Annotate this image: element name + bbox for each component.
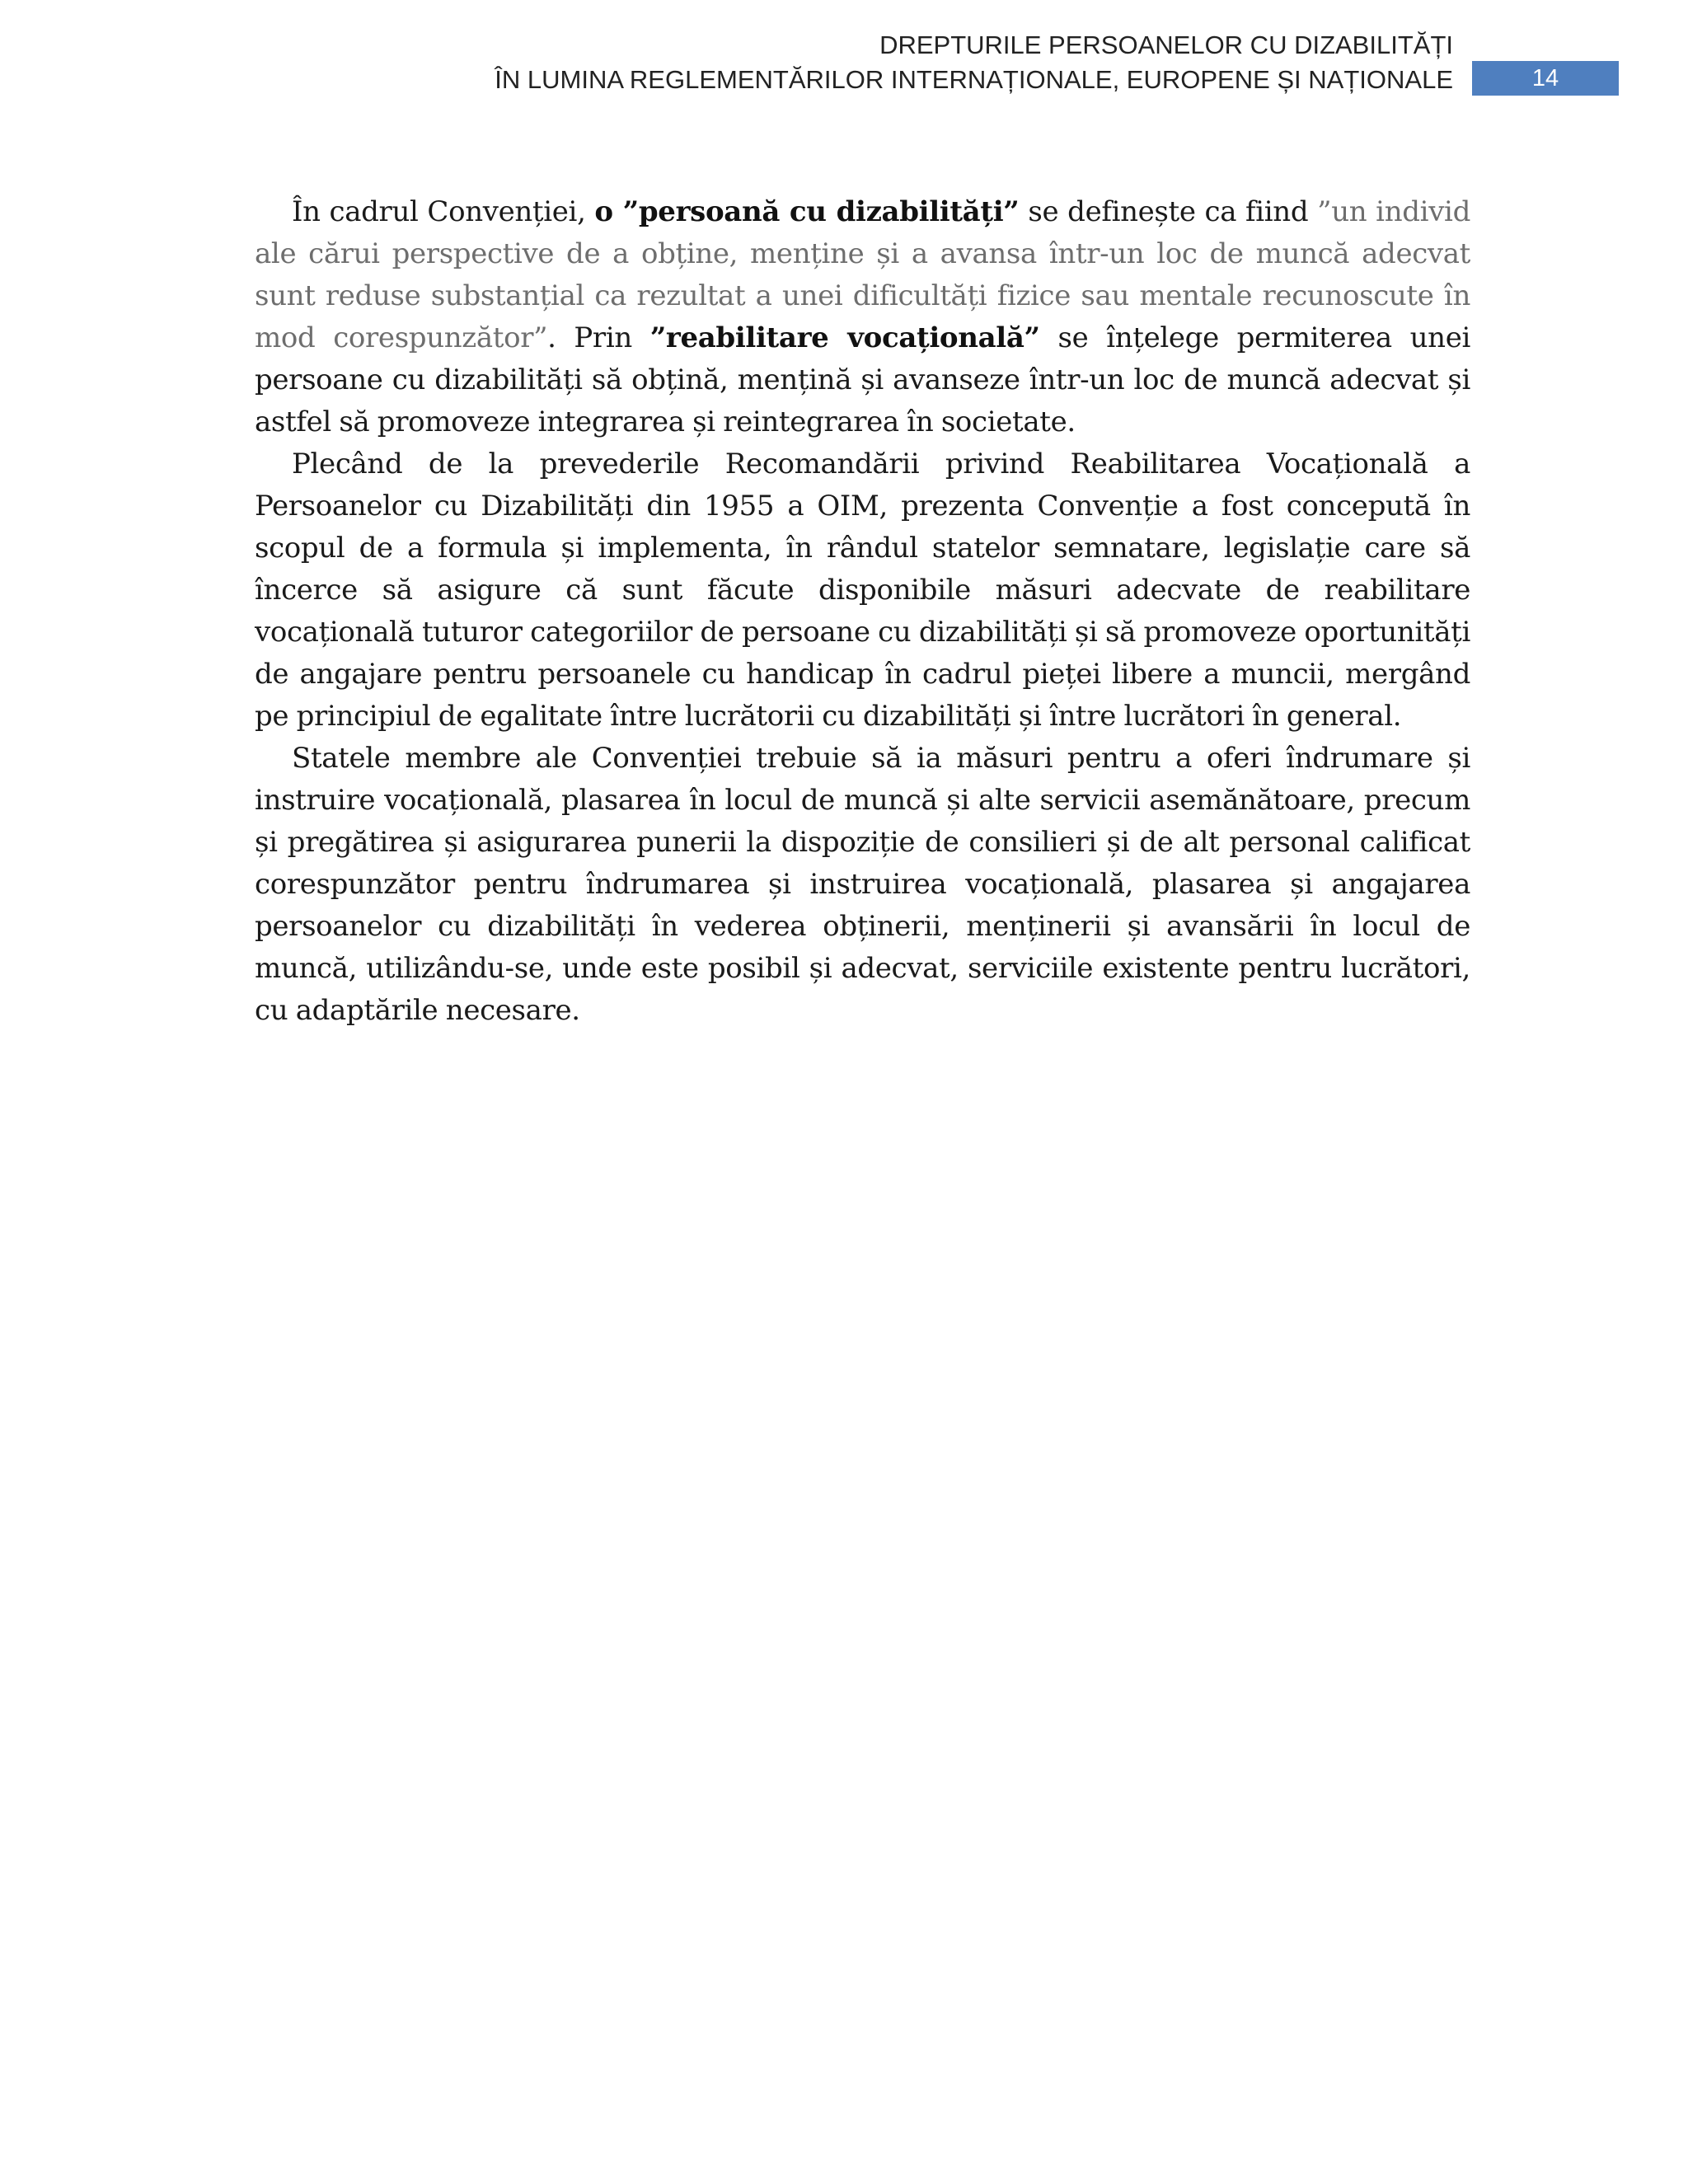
definition-quote: ”un individ ale cărui perspective de a obține, menține și a avansa într-un loc de muncă adecvat sunt reduse substanțial ca rezultat a unei dificultăți fizice sau mentale recunoscute în mod corespunzător”: [255, 195, 1470, 354]
p1-end: se înțelege permiterea unei persoane cu dizabilități să obțină, mențină și avanseze într-un loc de muncă adecvat și astfel să promoveze integrarea și reintegrarea în societate.: [255, 321, 1470, 438]
document-body: [255, 191, 1470, 1032]
p1-mid2: . Prin: [547, 321, 650, 354]
term-persoana-cu-dizabilitati: o ”persoană cu dizabilități”: [594, 195, 1020, 228]
p1-mid1: se definește ca fiind: [1019, 195, 1318, 228]
page-number-badge: 14: [1472, 61, 1619, 96]
document-title: [495, 28, 1453, 97]
page-header: [0, 28, 1688, 102]
paragraph-member-states: Statele membre ale Convenției trebuie să ia măsuri pentru a oferi îndrumare și instruire vocațională, plasarea în locul de muncă și alte servicii asemănătoare, precum și pregătirea și asigurarea punerii la dispoziție de consilieri și de alt personal calificat corespunzător pentru îndrumarea și instruirea vocațională, plasarea și angajarea persoanelor cu dizabilități în vederea obținerii, menținerii și avansării în locul de muncă, utilizându-se, unde este posibil și adecvat, serviciile existente pentru lucrători, cu adaptările necesare.: [255, 742, 1470, 1027]
document-title-line-1: DREPTURILE PERSOANELOR CU DIZABILITĂȚI: [879, 30, 1453, 59]
term-reabilitare-vocationala: ”reabilitare vocațională”: [649, 321, 1040, 354]
document-title-line-2: ÎN LUMINA REGLEMENTĂRILOR INTERNAȚIONALE, EUROPENE ȘI NAȚIONALE: [495, 65, 1453, 94]
paragraph-definitions: [255, 191, 1470, 443]
paragraph-recommendation: Plecând de la prevederile Recomandării privind Reabilitarea Vocațională a Persoanelor cu Dizabilități din 1955 a OIM, prezenta Convenție a fost concepută în scopul de a formula și implementa, în rândul statelor semnatare, legislație care să încerce să asigure că sunt făcute disponibile măsuri adecvate de reabilitare vocațională tuturor categoriilor de persoane cu dizabilități și să promoveze oportunități de angajare pentru persoanele cu handicap în cadrul pieței libere a muncii, mergând pe principiul de egalitate între lucrătorii cu dizabilități și între lucrători în general.: [255, 448, 1470, 733]
p1-intro: În cadrul Convenției,: [292, 195, 595, 228]
